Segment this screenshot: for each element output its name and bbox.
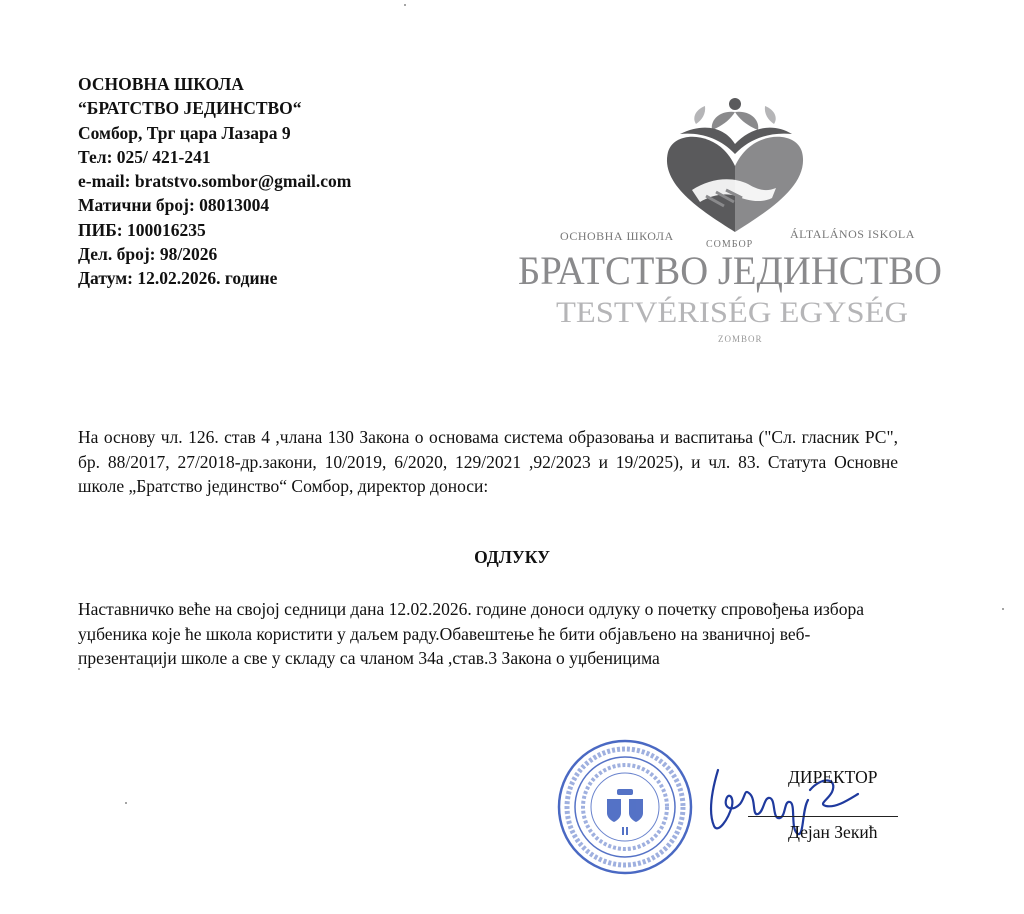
school-logo	[510, 92, 960, 362]
director-title: ДИРЕКТОР	[788, 767, 878, 787]
school-email: e-mail: bratstvo.sombor@gmail.com	[78, 171, 352, 192]
logo-right-caption: ÁLTALÁNOS ISKOLA	[790, 227, 915, 241]
reference-number: Дел. број: 98/2026	[78, 244, 218, 265]
scan-speck	[78, 668, 80, 670]
school-label: ОСНОВНА ШКОЛА	[78, 74, 244, 94]
logo-city: ZOMBOR	[718, 334, 763, 344]
school-header	[78, 72, 498, 291]
decision-text: Наставничко веће на својој седници дана 12.02.2026. године доноси одлуку о почетку спровођења избора уџбеника које ће школа користити у даљем раду.Обавештење ће бити објављено на званичној веб-презентацији школе а све у складу са чланом 34а ,став.3 Закона о уџбеницима	[78, 599, 864, 668]
logo-title-hungarian: TESTVÉRISÉG EGYSÉG	[556, 296, 908, 329]
scan-speck	[1002, 608, 1004, 610]
logo-title-cyrillic: БРАТСТВО ЈЕДИНСТВО	[518, 248, 942, 293]
director-name: Дејан Зекић	[788, 822, 878, 842]
official-stamp	[555, 737, 695, 877]
logo-middle-caption: СОМБОР	[706, 239, 754, 250]
school-phone: Тел: 025/ 421-241	[78, 146, 211, 167]
school-address: Сомбор, Трг цара Лазара 9	[78, 122, 291, 143]
tax-id: ПИБ: 100016235	[78, 219, 206, 240]
scan-speck	[404, 4, 406, 6]
logo-left-caption: ОСНОВНА ШКОЛА	[560, 229, 674, 243]
registration-number: Матични број: 08013004	[78, 195, 270, 216]
document-date: Датум: 12.02.2026. године	[78, 268, 278, 289]
scan-speck	[125, 802, 127, 804]
coat-of-arms-icon	[607, 789, 643, 835]
signature-line	[748, 816, 898, 817]
decision-title: ОДЛУКУ	[474, 547, 550, 567]
school-name: “БРАТСТВО ЈЕДИНСТВО“	[78, 98, 302, 119]
legal-preamble: На основу чл. 126. став 4 ,члана 130 Закона о основама система образовања и васпитања ("Сл. гласник РС", бр. 88/2017, 27/2018-др.закони, 10/2019, 6/2020, 129/2021 ,92/2023 и 19/2025), и чл. 83. Статута Основне школе „Братство јединство“ Сомбор, директор доноси:	[78, 427, 898, 496]
